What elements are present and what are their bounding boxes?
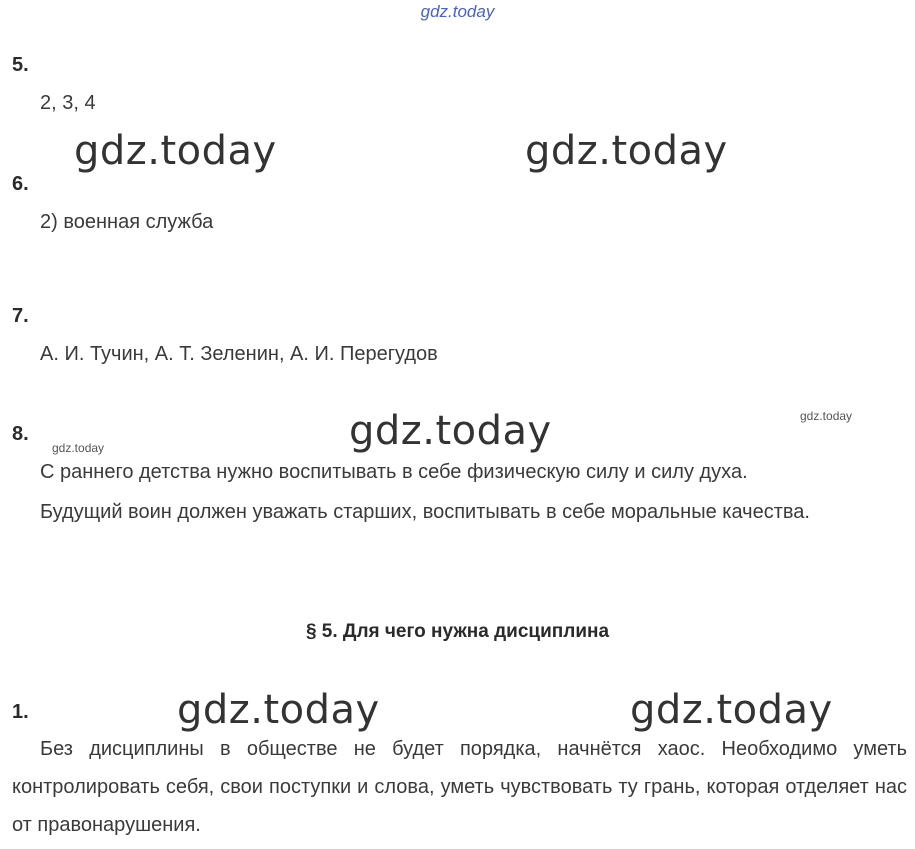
item-7-answer: А. И. Тучин, А. Т. Зеленин, А. И. Перегудов	[40, 343, 438, 365]
watermark-small: gdz.today	[52, 441, 105, 455]
item-8-line-2: Будущий воин должен уважать старших, воспитывать в себе моральные качества.	[40, 501, 810, 523]
watermark-top: gdz.today	[420, 2, 495, 21]
watermark-big: gdz.today	[177, 687, 380, 733]
section-item-1-number: 1.	[12, 701, 29, 723]
watermark-big: gdz.today	[349, 408, 552, 454]
section-item-1-text: Без дисциплины в обществе не будет порядка, начнётся хаос. Необходимо уметь контролировать себя, свои поступки и слова, уметь чувствовать ту грань, которая отделяет нас от правонарушения.	[12, 738, 907, 836]
item-6-number: 6.	[12, 173, 29, 195]
watermark-big: gdz.today	[74, 128, 277, 174]
item-8-number: 8.	[12, 423, 29, 445]
item-7-number: 7.	[12, 305, 29, 327]
watermark-small: gdz.today	[800, 409, 853, 423]
section-title: § 5. Для чего нужна дисциплина	[305, 621, 610, 642]
item-8-line-1: С раннего детства нужно воспитывать в себе физическую силу и силу духа.	[40, 461, 748, 483]
item-5-answer: 2, 3, 4	[40, 92, 96, 114]
watermark-big: gdz.today	[630, 687, 833, 733]
watermark-big: gdz.today	[525, 128, 728, 174]
item-5-number: 5.	[12, 54, 29, 76]
item-6-answer: 2) военная служба	[40, 211, 214, 233]
